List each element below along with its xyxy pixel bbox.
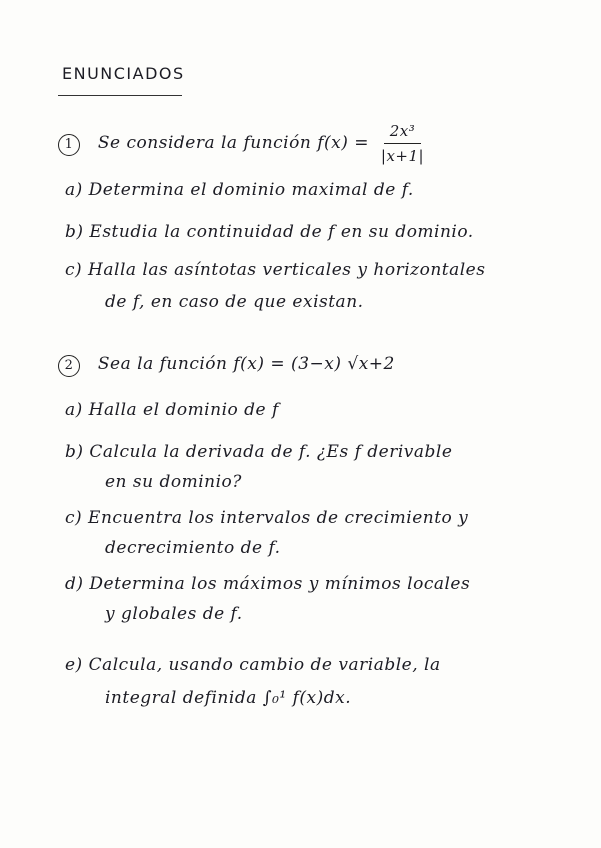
denominator: |x+1| [380, 147, 425, 165]
problem-number: 1 [58, 134, 80, 156]
numerator: 2x³ [384, 122, 422, 144]
problem-2-part-c-cont: decrecimiento de f. [105, 538, 281, 558]
statement-text: Se considera la función f(x) = [97, 133, 369, 153]
page-title: ENUNCIADOS [62, 64, 185, 83]
problem-number: 2 [58, 355, 80, 377]
problem-2-part-e-cont: integral definida ∫₀¹ f(x)dx. [105, 688, 352, 708]
problem-1-part-c-cont: de f, en caso de que existan. [105, 292, 364, 312]
statement-text: Sea la función f(x) = (3−x) √x+2 [97, 354, 395, 374]
problem-2-part-d: d) Determina los máximos y mínimos locales [65, 574, 471, 594]
title-underline [58, 95, 182, 96]
problem-2-part-a: a) Halla el dominio de f [65, 400, 279, 420]
fraction [381, 122, 424, 165]
problem-2-part-b-cont: en su dominio? [105, 472, 242, 492]
problem-2-part-d-cont: y globales de f. [105, 604, 243, 624]
problem-2-statement [58, 354, 395, 377]
problem-1-part-a: a) Determina el dominio maximal de f. [65, 180, 414, 200]
problem-2-part-c: c) Encuentra los intervalos de crecimiento y [65, 508, 469, 528]
problem-1-statement [58, 122, 424, 165]
problem-1-part-b: b) Estudia la continuidad de f en su dominio. [65, 222, 474, 242]
problem-2-part-b: b) Calcula la derivada de f. ¿Es f derivable [65, 442, 453, 462]
problem-1-part-c: c) Halla las asíntotas verticales y horizontales [65, 260, 486, 280]
problem-2-part-e: e) Calcula, usando cambio de variable, la [65, 655, 441, 675]
